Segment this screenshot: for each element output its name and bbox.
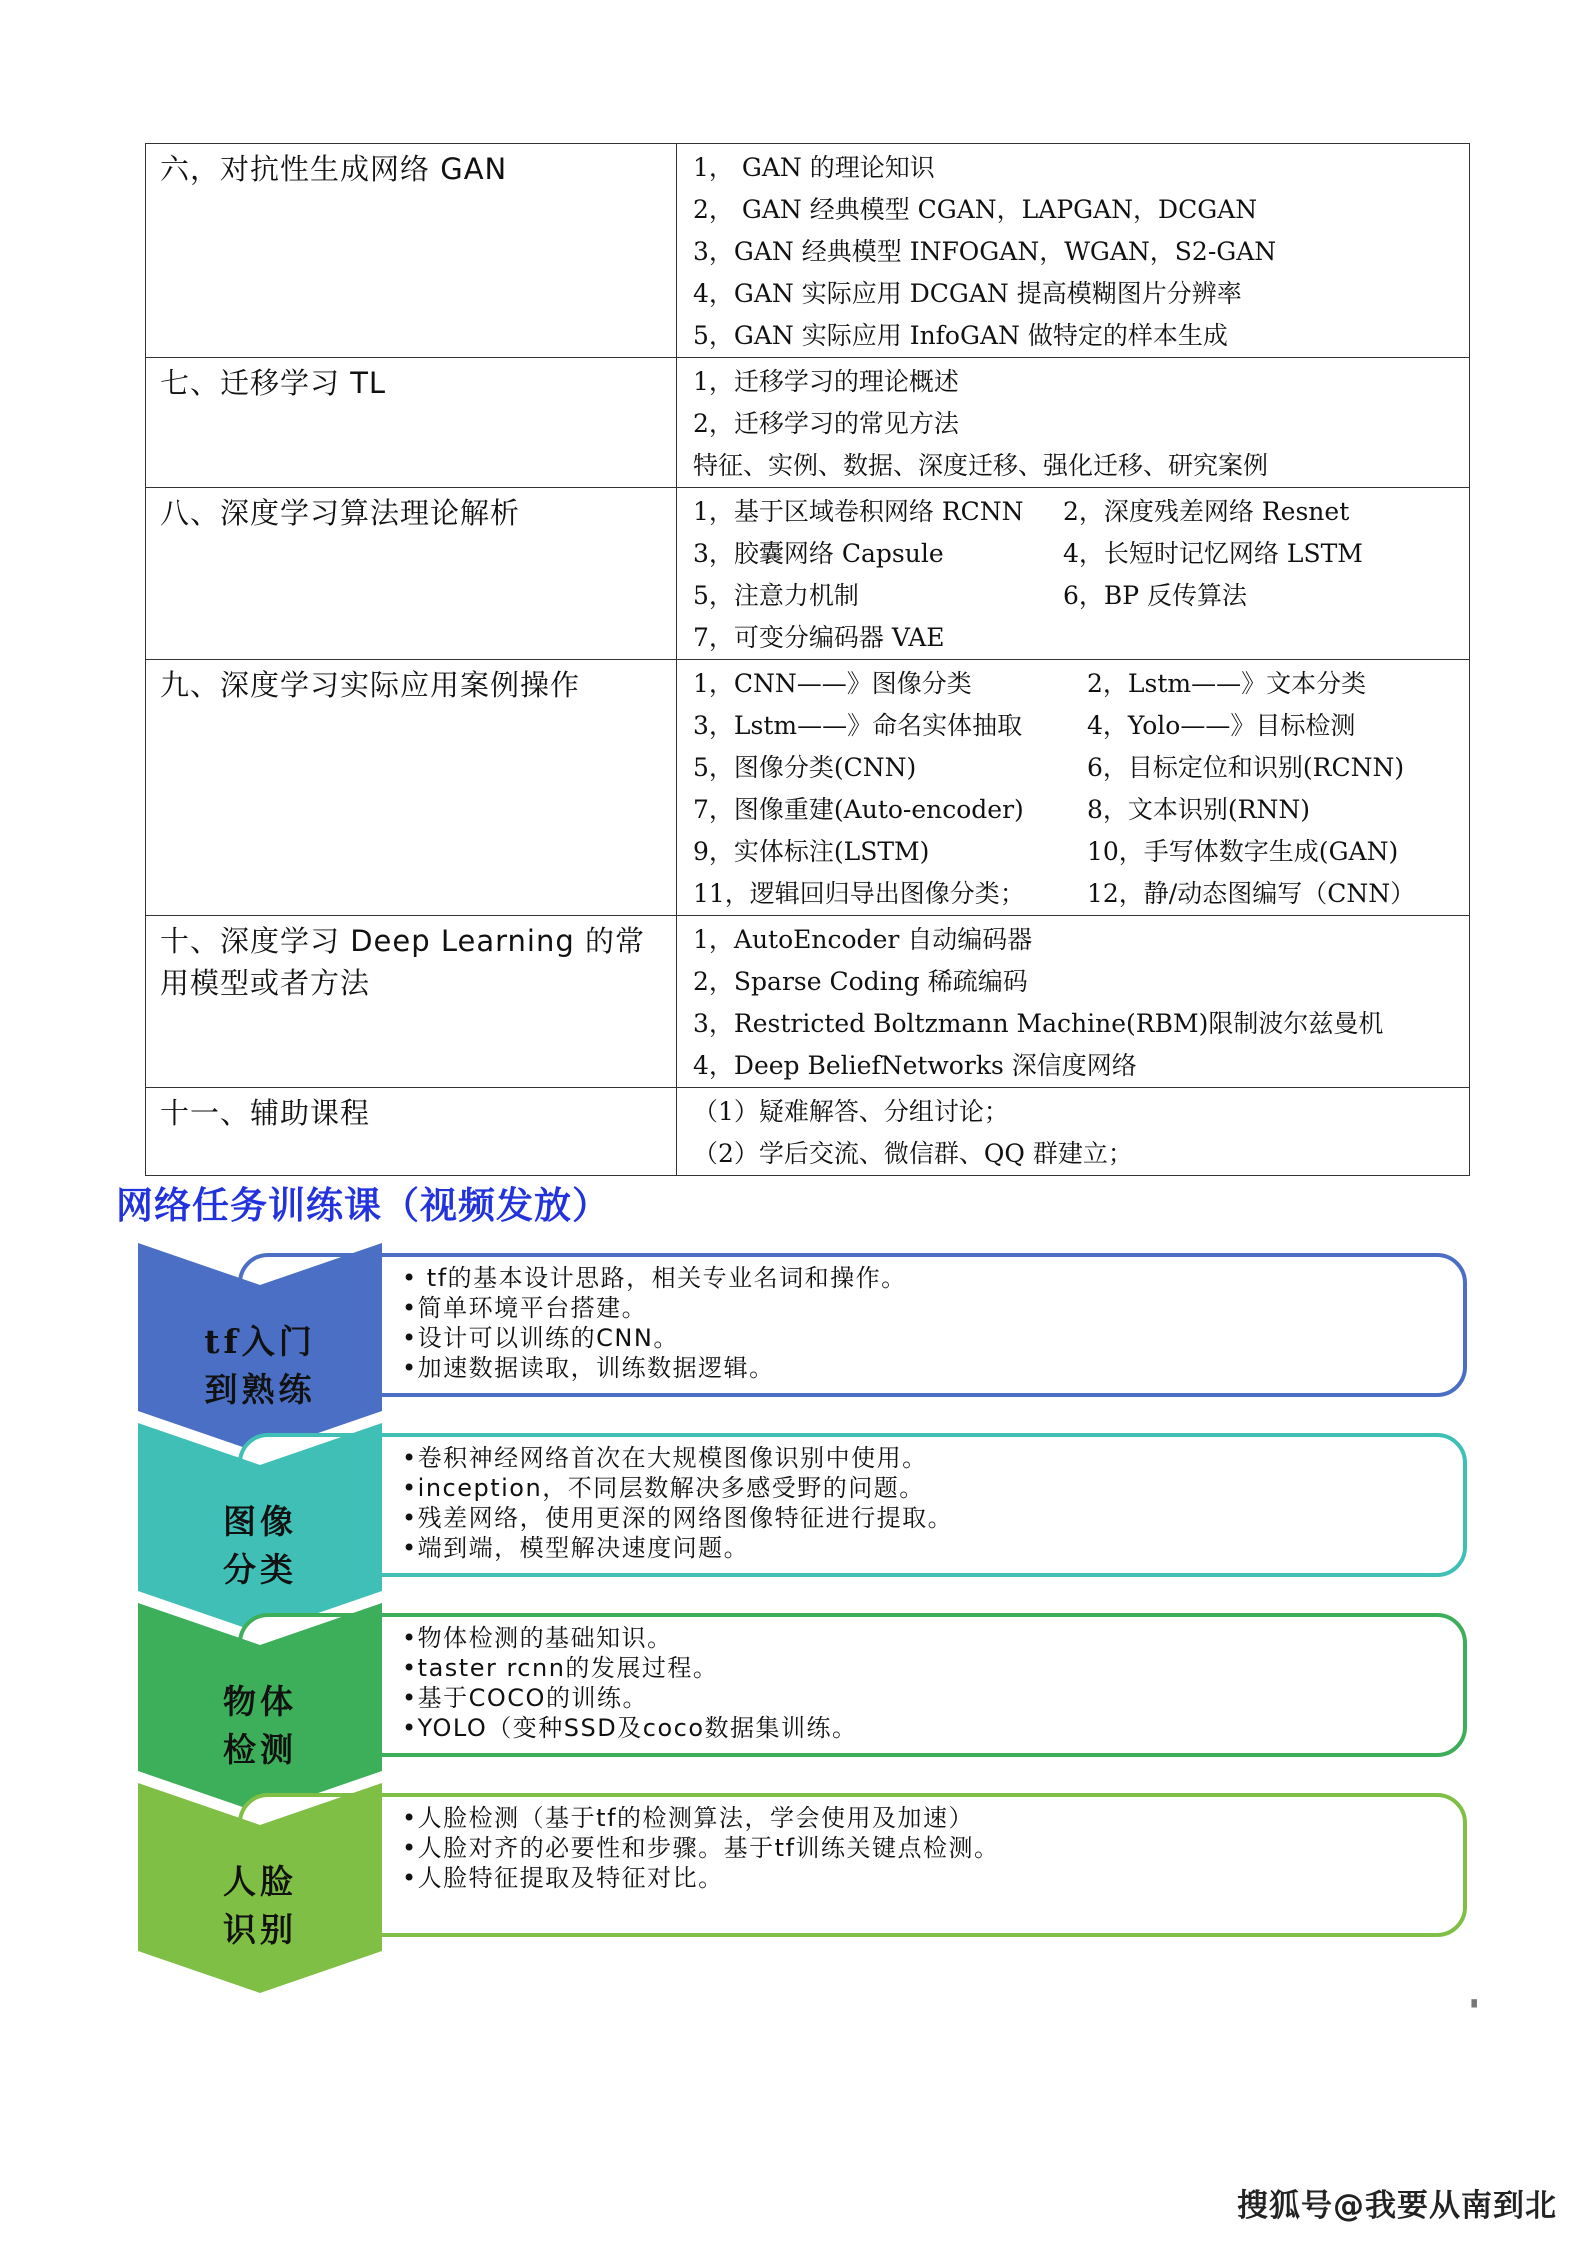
stage-bullet: •YOLO（变种SSD及coco数据集训练。 (402, 1714, 858, 1742)
topic-title: 十一、辅助课程 (160, 1096, 371, 1130)
stage-bullet: •taster rcnn的发展过程。 (402, 1654, 719, 1682)
content-item: 5，图像分类(CNN) (693, 753, 917, 782)
stage-label (130, 1678, 390, 1774)
stage-bullet: •人脸特征提取及特征对比。 (402, 1864, 724, 1892)
content-item: 6，目标定位和识别(RCNN) (1087, 753, 1405, 782)
content-item: 5，注意力机制 (693, 581, 859, 610)
stage-label-line: 检测 (223, 1730, 297, 1769)
stage-bullet: •加速数据读取，训练数据逻辑。 (402, 1354, 775, 1382)
content-item: 1，AutoEncoder 自动编码器 (693, 925, 1033, 954)
content-item: 3，胶囊网络 Capsule (693, 539, 944, 568)
content-item: 11，逻辑回归导出图像分类； (693, 879, 1025, 908)
content-item: 2，深度残差网络 Resnet (1063, 497, 1350, 526)
content-item: 7，可变分编码器 VAE (693, 623, 945, 652)
content-item: 5，GAN 实际应用 InfoGAN 做特定的样本生成 (693, 321, 1228, 350)
content-item: 8，文本识别(RNN) (1087, 795, 1310, 824)
footer-watermark: 搜狐号@我要从南到北 (1237, 2188, 1557, 2224)
content-item: （1）疑难解答、分组讨论； (693, 1097, 1009, 1126)
stage-bullet: •人脸检测（基于tf的检测算法，学会使用及加速） (402, 1804, 975, 1832)
stray-mark: ▗ (1466, 1992, 1477, 2008)
topic-title: 十、深度学习 Deep Learning 的常用模型或者方法 (160, 924, 645, 1000)
content-item: 2，Lstm——》文本分类 (1087, 669, 1367, 698)
stage-bullet: • tf的基本设计思路，相关专业名词和操作。 (402, 1264, 907, 1292)
content-item: （2）学后交流、微信群、QQ 群建立； (693, 1139, 1133, 1168)
content-item: 1，基于区域卷积网络 RCNN (693, 497, 1024, 526)
stage-bullets (402, 1803, 1000, 1893)
topic-title: 八、深度学习算法理论解析 (160, 496, 521, 530)
stage-label-line: tf入门 (204, 1322, 316, 1361)
content-item: 特征、实例、数据、深度迁移、强化迁移、研究案例 (693, 451, 1269, 480)
stage-label-line: 识别 (223, 1910, 297, 1949)
stage-bullet: •卷积神经网络首次在大规模图像识别中使用。 (402, 1444, 928, 1472)
content-item: 9，实体标注(LSTM) (693, 837, 930, 866)
content-item: 7，图像重建(Auto-encoder) (693, 795, 1024, 824)
content-item: 4，Yolo——》目标检测 (1087, 711, 1356, 740)
content-item: 4，长短时记忆网络 LSTM (1063, 539, 1363, 568)
content-item: 6，BP 反传算法 (1063, 581, 1248, 610)
stage-label (130, 1318, 390, 1414)
content-item: 2， GAN 经典模型 CGAN，LAPGAN，DCGAN (693, 195, 1258, 224)
stage-label-line: 分类 (223, 1550, 297, 1589)
stage-label-line: 物体 (223, 1682, 297, 1721)
stage-label (130, 1498, 390, 1594)
content-item: 2，Sparse Coding 稀疏编码 (693, 967, 1028, 996)
stage-label-line: 人脸 (223, 1862, 297, 1901)
stage-label-line: 到熟练 (204, 1370, 316, 1409)
content-item: 4，Deep BeliefNetworks 深信度网络 (693, 1051, 1137, 1080)
stage-bullet: •物体检测的基础知识。 (402, 1624, 673, 1652)
stage-label (130, 1858, 390, 1954)
content-item: 12，静/动态图编写（CNN） (1087, 879, 1416, 908)
section-heading: 网络任务训练课（视频发放） (116, 1184, 610, 1227)
stage-bullets (402, 1263, 907, 1383)
stage-bullet: •inception，不同层数解决多感受野的问题。 (402, 1474, 925, 1502)
stage-label-line: 图像 (223, 1502, 297, 1541)
stage-bullets (402, 1623, 858, 1743)
stage-bullet: •残差网络，使用更深的网络图像特征进行提取。 (402, 1504, 954, 1532)
stage-bullet: •端到端，模型解决速度问题。 (402, 1534, 750, 1562)
topic-title: 九、深度学习实际应用案例操作 (160, 668, 581, 702)
content-item: 10，手写体数字生成(GAN) (1087, 837, 1399, 866)
topic-title: 七、迁移学习 TL (160, 366, 387, 400)
topic-title: 六，对抗性生成网络 GAN (160, 152, 508, 186)
content-item: 3，Restricted Boltzmann Machine(RBM)限制波尔兹曼机 (693, 1009, 1384, 1038)
stage-bullets (402, 1443, 953, 1563)
content-item: 4，GAN 实际应用 DCGAN 提高模糊图片分辨率 (693, 279, 1242, 308)
content-item: 3，Lstm——》命名实体抽取 (693, 711, 1023, 740)
stage-bullet: •人脸对齐的必要性和步骤。基于tf训练关键点检测。 (402, 1834, 1000, 1862)
stage-bullet: •简单环境平台搭建。 (402, 1294, 648, 1322)
content-item: 3，GAN 经典模型 INFOGAN，WGAN，S2-GAN (693, 237, 1277, 266)
content-item: 2，迁移学习的常见方法 (693, 409, 959, 438)
stage-bullet: •基于COCO的训练。 (402, 1684, 648, 1712)
stage-bullet: •设计可以训练的CNN。 (402, 1324, 679, 1352)
content-item: 1，迁移学习的理论概述 (693, 367, 959, 396)
content-item: 1，CNN——》图像分类 (693, 669, 972, 698)
content-item: 1， GAN 的理论知识 (693, 153, 935, 182)
